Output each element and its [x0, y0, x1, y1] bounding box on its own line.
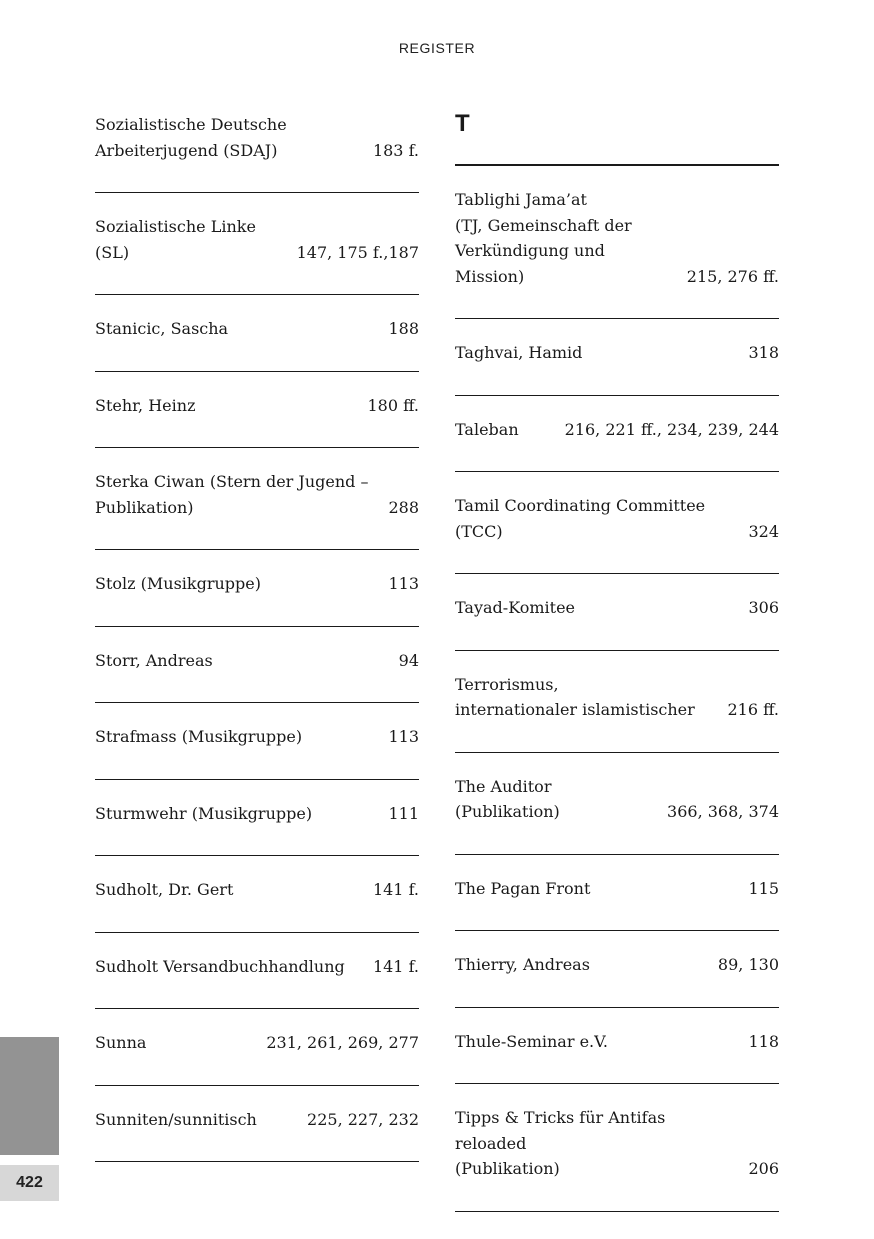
index-pages: 141 f. [372, 880, 419, 899]
index-term [95, 648, 399, 674]
index-entry [95, 1086, 419, 1163]
index-term-line: Tablighi Jama’at [455, 190, 587, 209]
index-term-line: The Pagan Front [455, 878, 591, 898]
index-term-line: Thierry, Andreas [455, 955, 590, 974]
index-entry [95, 780, 419, 857]
index-term-line: Taleban [455, 419, 519, 439]
thumb-index-tab [0, 1037, 59, 1155]
index-term [95, 112, 373, 163]
index-entry [95, 372, 419, 449]
index-entry [95, 856, 419, 933]
index-pages: 94 [398, 650, 419, 670]
index-pages: 141 f. [372, 956, 419, 976]
index-entry [95, 703, 419, 780]
index-entry [455, 753, 779, 855]
running-header: REGISTER [398, 40, 476, 56]
index-term [95, 954, 373, 980]
index-term [455, 672, 727, 723]
index-term [455, 417, 565, 443]
index-term-line: Tipps & Tricks für Antifas reloaded [455, 1108, 666, 1153]
index-entry [455, 574, 779, 651]
index-term-line: Sturmwehr (Musikgruppe) [95, 803, 313, 823]
index-entry [455, 319, 779, 396]
index-term-line: (TCC) [455, 521, 503, 541]
index-term-line: Strafmass (Musikgruppe) [95, 727, 303, 746]
index-entry [95, 193, 419, 295]
index-term-line: (TJ, Gemeinschaft der [455, 215, 632, 235]
index-term [95, 469, 388, 520]
index-term-line: Storr, Andreas [95, 650, 213, 670]
index-pages: 324 [748, 521, 779, 541]
index-pages: 306 [748, 598, 779, 617]
index-term-line: Stolz (Musikgruppe) [95, 574, 261, 593]
index-term [455, 876, 748, 902]
index-term-line: Publikation) [95, 497, 194, 517]
index-term-line: Tamil Coordinating Committee [455, 496, 706, 515]
index-pages: 147, 175 f.,187 [296, 242, 419, 262]
index-entry [95, 448, 419, 550]
index-pages: 288 [388, 497, 419, 517]
index-term [455, 340, 748, 366]
index-pages: 183 f. [372, 140, 419, 160]
index-term [95, 877, 373, 903]
index-term [455, 952, 718, 978]
index-entry [455, 855, 779, 932]
index-pages: 188 [388, 319, 419, 338]
index-entry [455, 1008, 779, 1085]
index-term [455, 1105, 748, 1182]
index-entry [455, 166, 779, 319]
index-pages: 216, 221 ff., 234, 239, 244 [564, 419, 779, 439]
index-entry [95, 104, 419, 193]
index-term-line: Sozialistische Linke (SL) [95, 217, 256, 262]
index-entry [95, 627, 419, 704]
index-term-line: Sunniten/sunnitisch [95, 1109, 257, 1129]
index-pages: 180 ff. [367, 395, 419, 415]
index-term-line: Sunna [95, 1033, 147, 1052]
index-pages: 366, 368, 374 [667, 802, 779, 821]
index-term [95, 571, 388, 597]
index-term-line: Arbeiterjugend (SDAJ) [95, 140, 278, 160]
index-term-line: Sudholt Versandbuchhandlung [95, 956, 345, 976]
index-entry [95, 550, 419, 627]
index-term-line: Sozialistische Deutsche [95, 115, 287, 134]
index-term-line: Terrorismus, [455, 674, 559, 694]
index-term [455, 187, 687, 289]
index-pages: 113 [388, 727, 419, 746]
index-term-line: Verkündigung und Mission) [455, 241, 605, 286]
section-letter: T [455, 104, 779, 166]
index-pages: 215, 276 ff. [686, 266, 779, 286]
index-pages: 216 ff. [727, 700, 779, 719]
index-term-line: Tayad-Komitee [455, 598, 576, 617]
index-pages: 318 [748, 343, 779, 362]
index-term-line: Sudholt, Dr. Gert [95, 880, 234, 899]
index-pages: 89, 130 [717, 955, 779, 974]
index-pages: 118 [748, 1031, 779, 1051]
index-term-line: Stanicic, Sascha [95, 319, 229, 338]
index-entry [455, 651, 779, 753]
index-term [455, 493, 748, 544]
index-column-right [455, 104, 779, 1212]
index-pages: 231, 261, 269, 277 [266, 1033, 419, 1052]
index-term-line: (Publikation) [455, 1159, 560, 1178]
index-term [95, 393, 367, 419]
index-term [95, 1030, 266, 1056]
index-entry [95, 933, 419, 1010]
index-entry [455, 396, 779, 473]
index-term [95, 801, 388, 827]
index-entry [455, 931, 779, 1008]
index-column-left [95, 104, 419, 1162]
index-entry [95, 1009, 419, 1086]
index-entry [95, 295, 419, 372]
index-term [95, 724, 388, 750]
index-pages: 113 [388, 574, 419, 593]
index-term [95, 316, 388, 342]
index-term-line: Taghvai, Hamid [455, 343, 583, 362]
index-entry [455, 1084, 779, 1212]
index-pages: 115 [748, 878, 779, 898]
index-term-line: Sterka Ciwan (Stern der Jugend – [95, 472, 369, 491]
index-term [455, 774, 667, 825]
index-term [95, 1107, 307, 1133]
index-term [455, 595, 748, 621]
page-number: 422 [0, 1165, 59, 1201]
index-entry [455, 472, 779, 574]
index-term-line: internationaler islamistischer [455, 700, 695, 719]
index-term-line: The Auditor (Publikation) [455, 776, 560, 821]
index-pages: 111 [388, 803, 419, 823]
index-term-line: Thule-Seminar e.V. [455, 1031, 608, 1051]
index-term [95, 214, 297, 265]
index-pages: 206 [748, 1159, 779, 1178]
index-term [455, 1029, 748, 1055]
index-pages: 225, 227, 232 [307, 1109, 419, 1129]
index-term-line: Stehr, Heinz [95, 395, 196, 415]
